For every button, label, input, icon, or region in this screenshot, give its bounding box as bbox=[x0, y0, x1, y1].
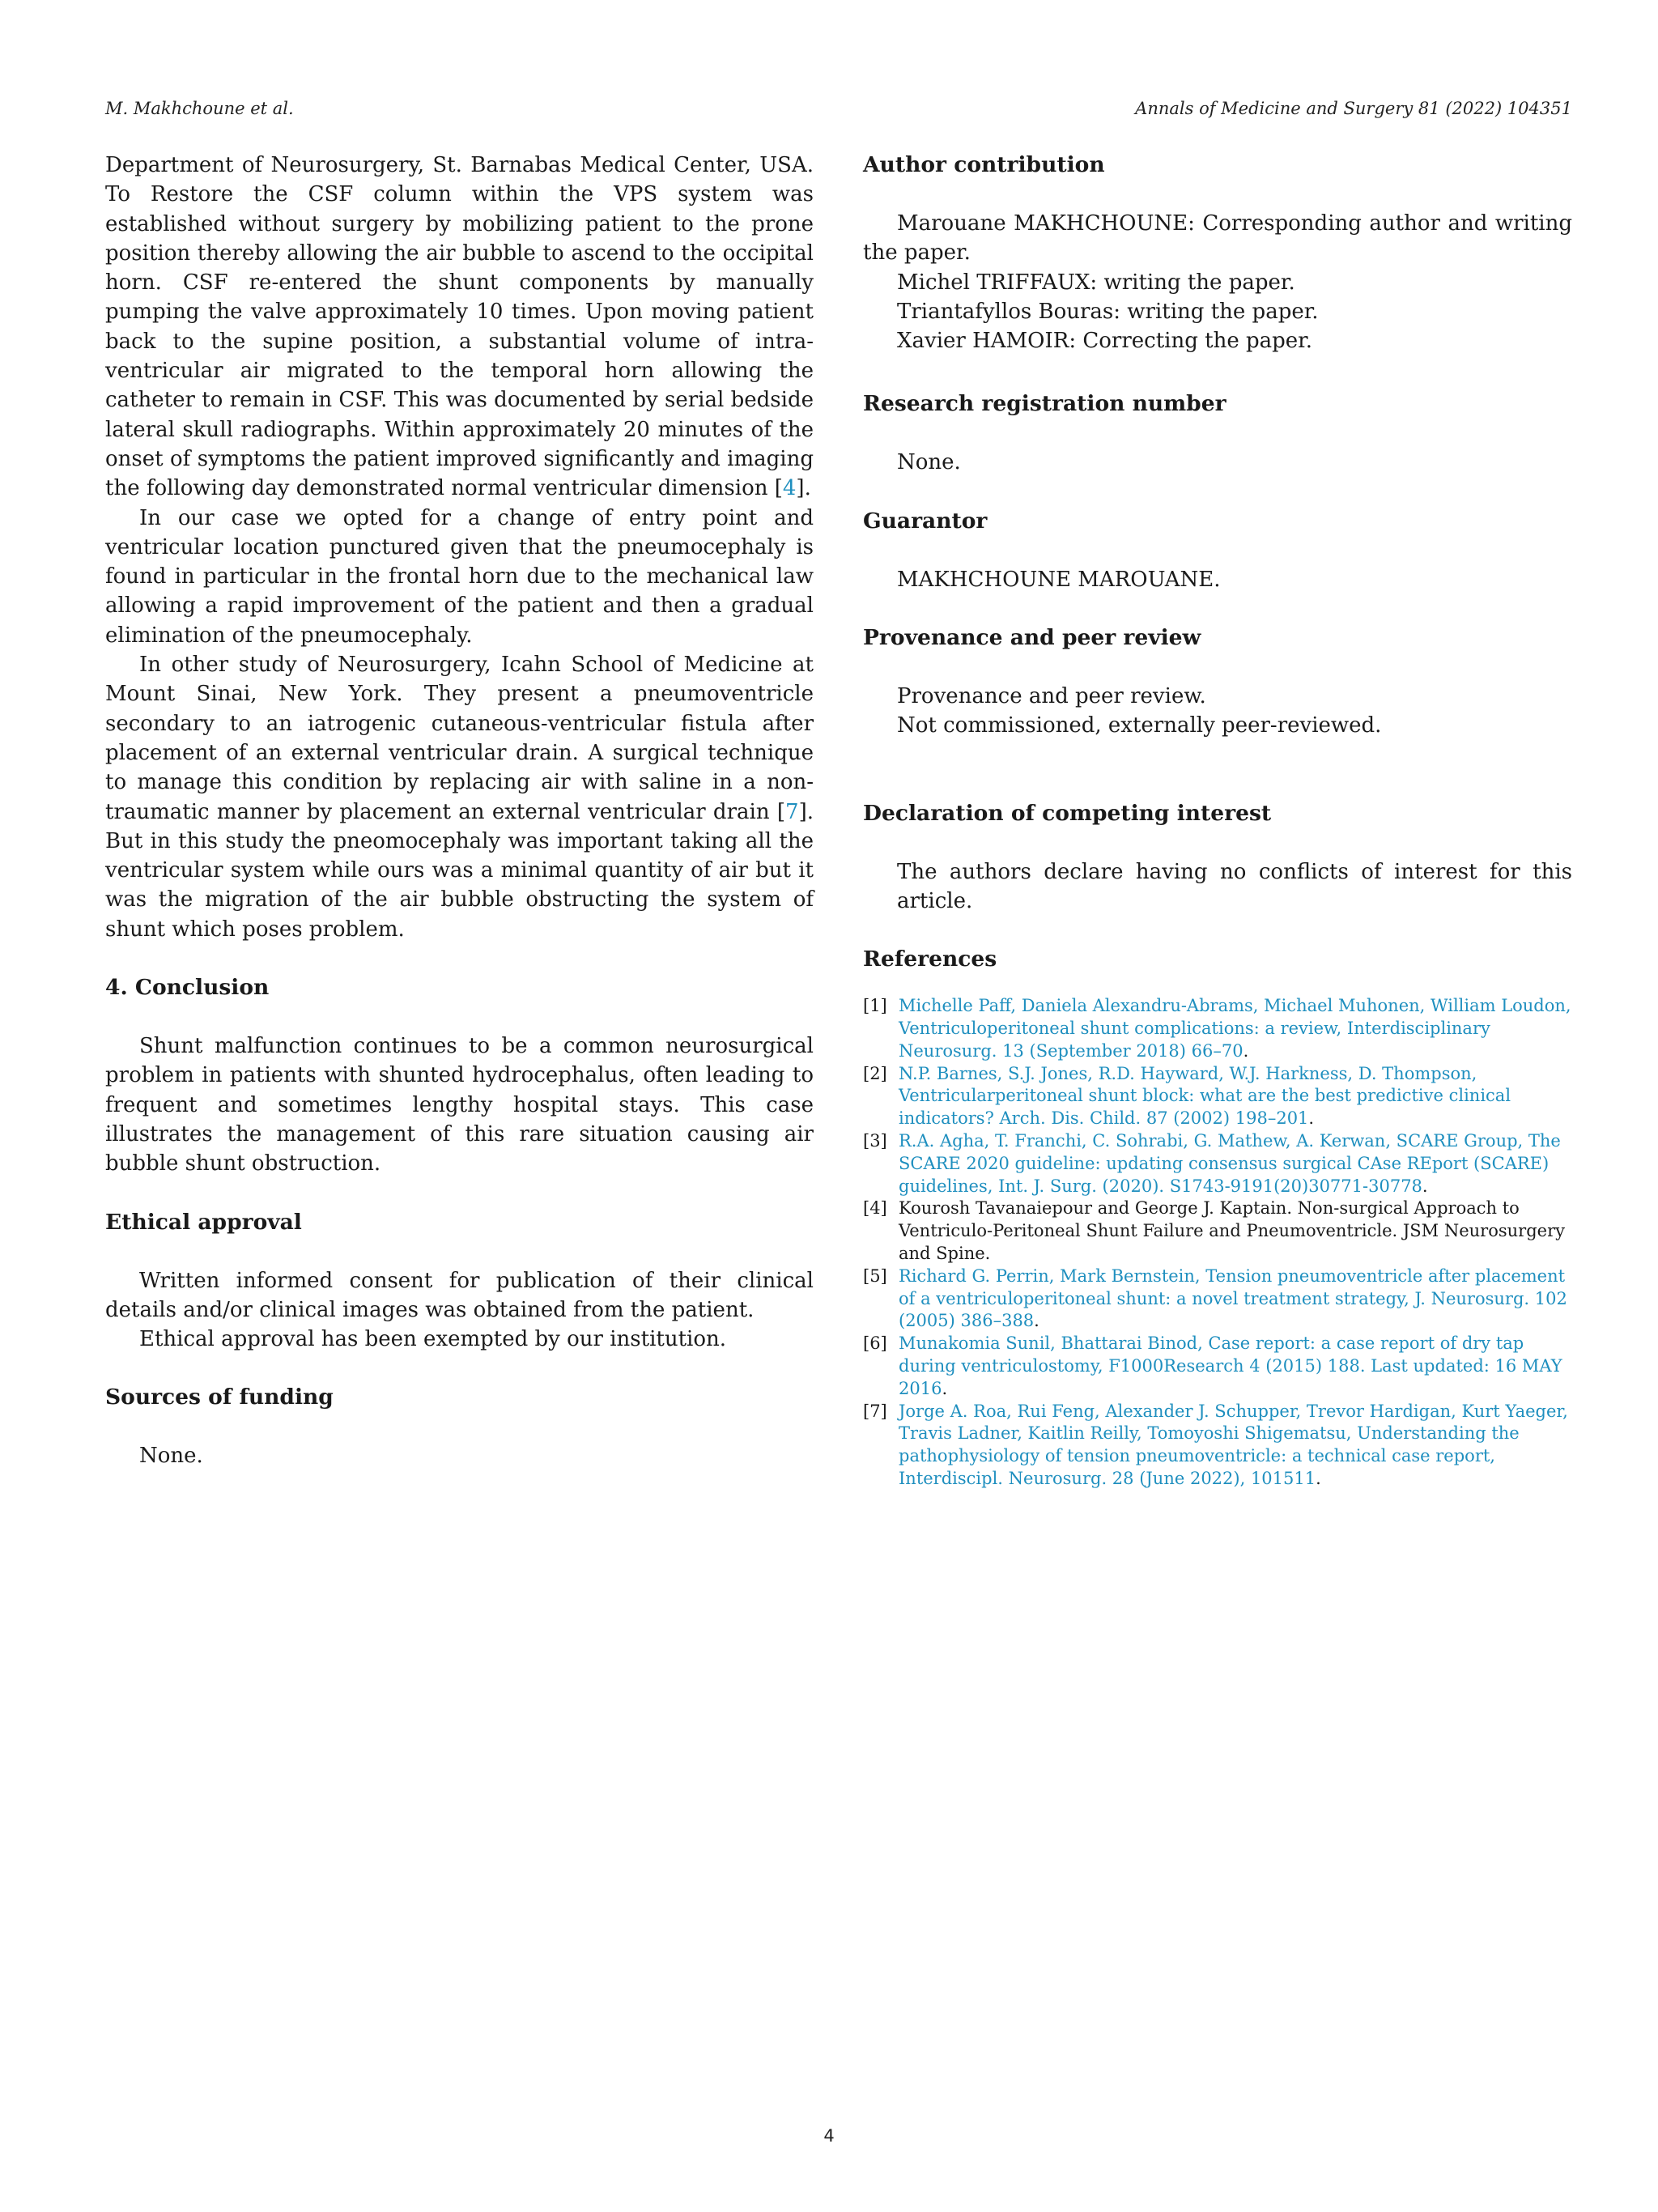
reference-link-3[interactable]: R.A. Agha, T. Franchi, C. Sohrabi, G. Mathew, A. Kerwan, SCARE Group, The SCARE 2020 guideline: updating consensus surgical CAse REport (SCARE) guidelines, Int. J. Surg. (2020). S1743-9191(20)30771-30778 bbox=[899, 1131, 1561, 1196]
reference-item-3: [3] R.A. Agha, T. Franchi, C. Sohrabi, G. Mathew, A. Kerwan, SCARE Group, The SCARE 2020 guideline: updating consensus surgical CAse REport (SCARE) guidelines, Int. J. Surg. (2020). S1743-9191(20)30771-30778. bbox=[863, 1130, 1572, 1197]
reference-item-1: [1] Michelle Paff, Daniela Alexandru-Abrams, Michael Muhonen, William Loudon, Ventriculoperitoneal shunt complications: a review, Interdisciplinary Neurosurg. 13 (September 2018) 66–70. bbox=[863, 995, 1572, 1062]
running-head-authors: M. Makhchoune et al. bbox=[105, 99, 294, 118]
reference-item-2: [2] N.P. Barnes, S.J. Jones, R.D. Hayward, W.J. Harkness, D. Thompson, Ventricularperitoneal shunt block: what are the best predictive clinical indicators? Arch. Dis. Child. 87 (2002) 198–201. bbox=[863, 1063, 1572, 1130]
ethical-approval-text-1: Written informed consent for publication of their clinical details and/or clinical images was obtained from the patient. bbox=[105, 1268, 814, 1322]
author-contribution-line-4: Xavier HAMOIR: Correcting the paper. bbox=[897, 329, 1312, 354]
reference-number: [7] bbox=[863, 1401, 887, 1421]
citation-link-4[interactable]: 4 bbox=[782, 476, 797, 501]
reference-item-6: [6] Munakomia Sunil, Bhattarai Binod, Case report: a case report of dry tap during ventriculostomy, F1000Research 4 (2015) 188. Last updated: 16 MAY 2016. bbox=[863, 1333, 1572, 1400]
paragraph-our-case: In our case we opted for a change of entry point and ventricular location punctured given that the pneumocephaly is found in particular in the frontal horn due to the mechanical law allowing a rapid improvement of the patient and then a gradual elimination of the pneumocephaly. bbox=[105, 505, 814, 648]
reference-item-5: [5] Richard G. Perrin, Mark Bernstein, Tension pneumoventricle after placement of a ventriculoperitoneal shunt: a novel treatment strategy, J. Neurosurg. 102 (2005) 386–388. bbox=[863, 1266, 1572, 1333]
guarantor-heading: Guarantor bbox=[863, 508, 988, 534]
competing-interest-text: The authors declare having no conflicts of interest for this article. bbox=[897, 859, 1572, 913]
author-contribution-heading: Author contribution bbox=[863, 152, 1105, 177]
provenance-line-2: Not commissioned, externally peer-reviewed. bbox=[897, 713, 1382, 738]
reference-link-6[interactable]: Munakomia Sunil, Bhattarai Binod, Case report: a case report of dry tap during ventriculostomy, F1000Research 4 (2015) 188. Last updated: 16 MAY 2016 bbox=[899, 1334, 1562, 1398]
right-column bbox=[863, 151, 1572, 1491]
reference-number: [5] bbox=[863, 1266, 887, 1286]
reference-link-5[interactable]: Richard G. Perrin, Mark Bernstein, Tension pneumoventricle after placement of a ventriculoperitoneal shunt: a novel treatment strategy, J. Neurosurg. 102 (2005) 386–388 bbox=[899, 1266, 1567, 1331]
citation-link-7[interactable]: 7 bbox=[785, 799, 799, 824]
reference-text-4: Kourosh Tavanaiepour and George J. Kaptain. Non-surgical Approach to Ventriculo-Peritoneal Shunt Failure and Pneumoventricle. JSM Neurosurgery and Spine. bbox=[899, 1198, 1565, 1264]
reference-number: [6] bbox=[863, 1334, 887, 1354]
author-contribution-line-3: Triantafyllos Bouras: writing the paper. bbox=[897, 299, 1319, 324]
reference-item-4 bbox=[863, 1197, 1572, 1265]
running-head-journal: Annals of Medicine and Surgery 81 (2022) 104351 bbox=[1135, 99, 1572, 118]
reference-number: [4] bbox=[863, 1198, 887, 1219]
provenance-line-1: Provenance and peer review. bbox=[897, 684, 1206, 709]
reference-link-1[interactable]: Michelle Paff, Daniela Alexandru-Abrams, Michael Muhonen, William Loudon, Ventriculoperitoneal shunt complications: a review, Interdisciplinary Neurosurg. 13 (September 2018) 66–70 bbox=[899, 996, 1571, 1061]
reference-list bbox=[863, 995, 1572, 1491]
reference-link-7[interactable]: Jorge A. Roa, Rui Feng, Alexander J. Schupper, Trevor Hardigan, Kurt Yaeger, Travis Ladner, Kaitlin Reilly, Tomoyoshi Shigematsu, Understanding the pathophysiology of tension pneumoventricle: a technical case report, Interdiscipl. Neurosurg. 28 (June 2022), 101511 bbox=[899, 1401, 1568, 1488]
reference-number: [2] bbox=[863, 1063, 887, 1083]
guarantor-text: MAKHCHOUNE MAROUANE. bbox=[897, 567, 1221, 592]
registration-heading: Research registration number bbox=[863, 391, 1226, 417]
funding-heading: Sources of funding bbox=[105, 1385, 334, 1410]
left-column bbox=[105, 151, 814, 1471]
provenance-heading: Provenance and peer review bbox=[863, 625, 1201, 651]
competing-interest-heading: Declaration of competing interest bbox=[863, 800, 1272, 826]
reference-item-7: [7] Jorge A. Roa, Rui Feng, Alexander J. Schupper, Trevor Hardigan, Kurt Yaeger, Travis Ladner, Kaitlin Reilly, Tomoyoshi Shigematsu, Understanding the pathophysiology of tension pneumoventricle: a technical case report, Interdiscipl. Neurosurg. 28 (June 2022), 101511. bbox=[863, 1401, 1572, 1491]
funding-text: None. bbox=[139, 1444, 203, 1469]
reference-link-2[interactable]: N.P. Barnes, S.J. Jones, R.D. Hayward, W.J. Harkness, D. Thompson, Ventricularperitoneal shunt block: what are the best predictive clinical indicators? Arch. Dis. Child. 87 (2002) 198–201 bbox=[899, 1063, 1511, 1129]
reference-number: [3] bbox=[863, 1131, 887, 1151]
author-contribution-line-1: Marouane MAKHCHOUNE: Corresponding author and writing the paper. bbox=[863, 211, 1572, 266]
conclusion-text: Shunt malfunction continues to be a common neurosurgical problem in patients with shunted hydrocephalus, often leading to frequent and sometimes lengthy hospital stays. This case illustrates the management of this rare situation causing air bubble shunt obstruction. bbox=[105, 1034, 814, 1176]
page-number: 4 bbox=[823, 2126, 835, 2146]
registration-text: None. bbox=[897, 450, 961, 475]
ethical-approval-heading: Ethical approval bbox=[105, 1209, 302, 1235]
author-contribution-line-2: Michel TRIFFAUX: writing the paper. bbox=[897, 270, 1295, 295]
ethical-approval-text-2: Ethical approval has been exempted by our institution. bbox=[139, 1327, 727, 1352]
reference-number: [1] bbox=[863, 996, 887, 1016]
references-heading: References bbox=[863, 946, 997, 972]
conclusion-heading: 4. Conclusion bbox=[105, 975, 270, 1001]
paragraph-st-barnabas: Department of Neurosurgery, St. Barnabas Medical Center, USA. To Restore the CSF column within the VPS system was established without surgery by mobilizing patient to the prone position thereby allowing the air bubble to ascend to the occipital horn. CSF re-entered the shunt components by manually pumping the valve approximately 10 times. Upon moving patient back to the supine position, a substantial volume of intra-ventricular air migrated to the temporal horn allowing the catheter to remain in CSF. This was documented by serial bedside lateral skull radiographs. Within approximately 20 minutes of the onset of symptoms the patient improved significantly and imaging the following day demonstrated normal ventricular dimension [4]. bbox=[105, 153, 814, 501]
paragraph-mount-sinai: In other study of Neurosurgery, Icahn School of Medicine at Mount Sinai, New York. They present a pneumoventricle secondary to an iatrogenic cutaneous-ventricular fistula after placement of an external ventricular drain. A surgical technique to manage this condition by replacing air with saline in a non-traumatic manner by placement an external ventricular drain [7]. But in this study the pneomocephaly was important taking all the ventricular system while ours was a minimal quantity of air but it was the migration of the air bubble obstructing the system of shunt which poses problem. bbox=[105, 653, 814, 942]
